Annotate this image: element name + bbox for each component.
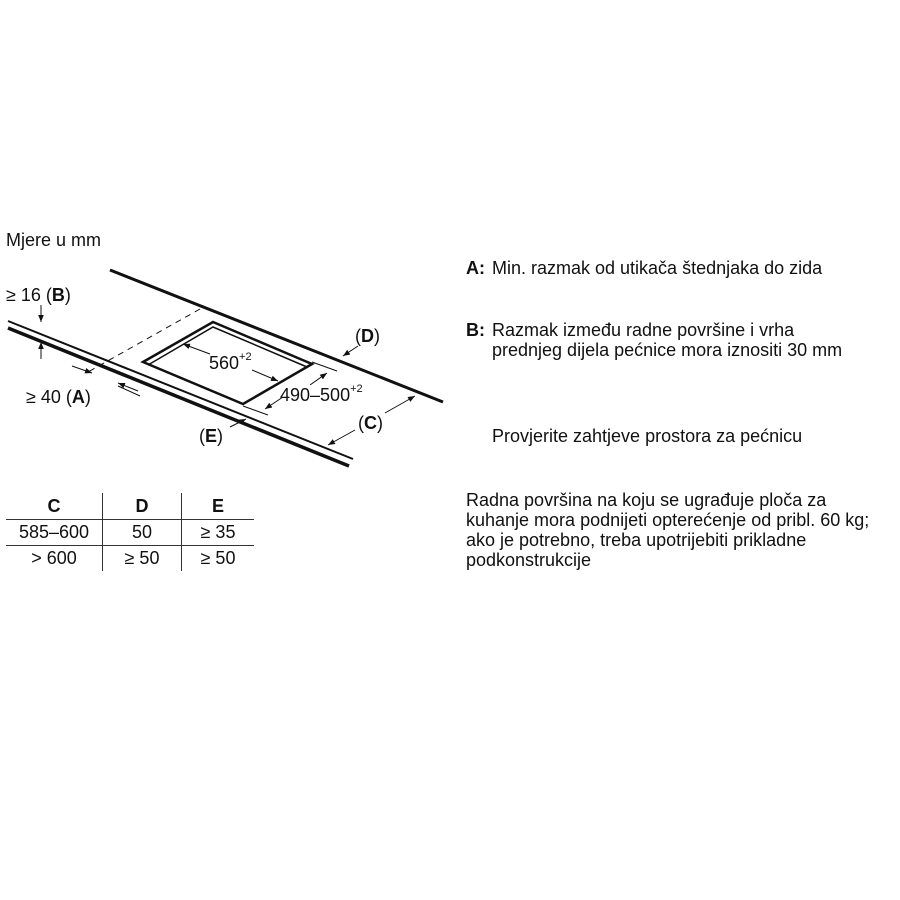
note-b bbox=[466, 320, 866, 360]
note-a-text: Min. razmak od utikača štednjaka do zida bbox=[492, 258, 823, 278]
note-a bbox=[466, 258, 846, 278]
table-cell: 585–600 bbox=[6, 520, 103, 546]
table-cell: ≥ 50 bbox=[182, 546, 255, 572]
dimension-d-label: (D) bbox=[355, 326, 380, 346]
table-cell: 50 bbox=[103, 520, 182, 546]
note-b-text: Razmak između radne površine i vrha prednjeg dijela pećnice mora iznositi 30 mm bbox=[492, 320, 843, 360]
oven-space-note: Provjerite zahtjeve prostora za pećnicu bbox=[492, 426, 803, 446]
dimension-a-label: ≥ 40 (A) bbox=[26, 387, 91, 407]
table-cell: ≥ 35 bbox=[182, 520, 255, 546]
note-a-key: A: bbox=[466, 258, 485, 278]
note-b-key: B: bbox=[466, 320, 485, 340]
table-header-c: C bbox=[47, 495, 61, 516]
load-note: Radna površina na koju se ugrađuje ploča za kuhanje mora podnijeti opterećenje od pribl. 60 kg; ako je potrebno, treba upotrijebiti prikladne podkonstrukcije bbox=[466, 490, 870, 570]
table-header-row bbox=[6, 493, 254, 520]
dimension-table bbox=[6, 493, 254, 571]
cutout-width-label: $560^{+2}$ bbox=[209, 351, 252, 373]
table-row bbox=[6, 546, 254, 572]
cutout-depth-label: $490-500^{+2}$ bbox=[280, 383, 363, 405]
table-row bbox=[6, 520, 254, 546]
table-cell: > 600 bbox=[6, 546, 103, 572]
units-label: Mjere u mm bbox=[6, 230, 102, 250]
table-header-d: D bbox=[103, 493, 182, 520]
dimension-e-label: (E) bbox=[199, 426, 224, 446]
dimension-b-label: ≥ 16 (B) bbox=[6, 285, 71, 305]
table-cell: ≥ 50 bbox=[103, 546, 182, 572]
table-header-e: E bbox=[182, 493, 255, 520]
dimension-c-label: (C) bbox=[358, 413, 383, 433]
